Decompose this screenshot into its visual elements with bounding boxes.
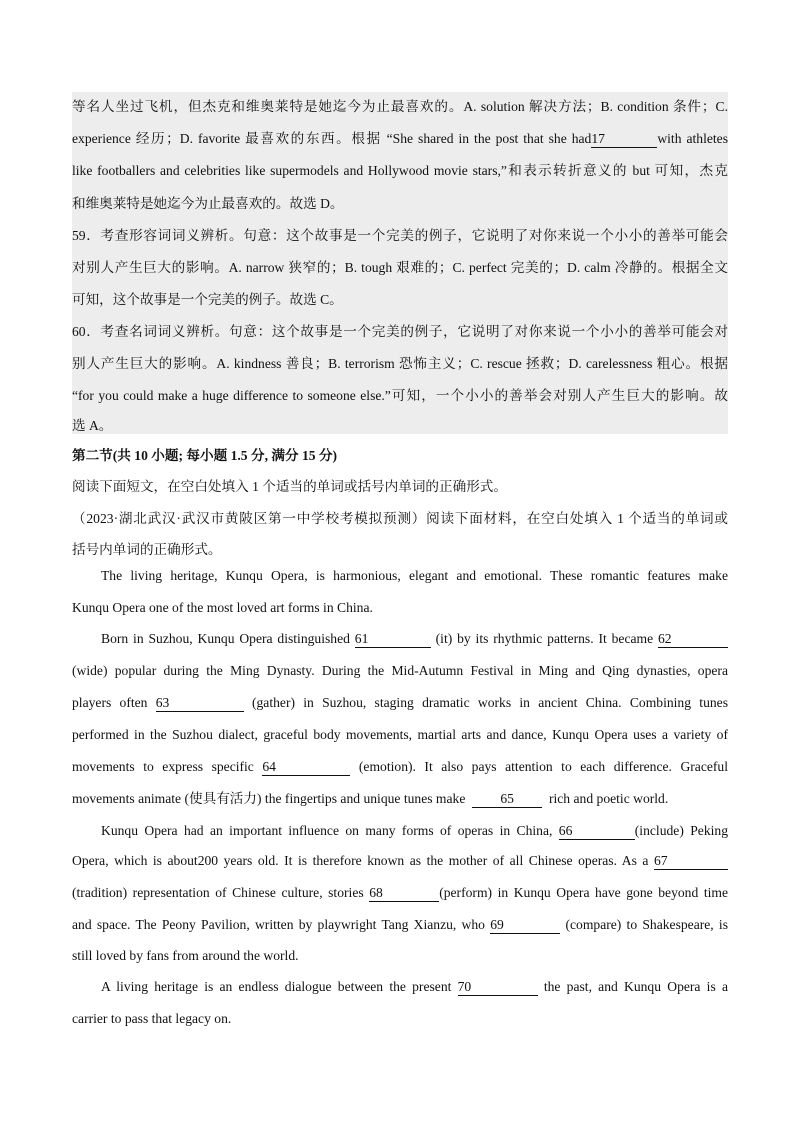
passage-line: still loved by fans from around the world. [72, 948, 299, 963]
blank-65: 65 [472, 791, 542, 808]
passage-line: A living heritage is an endless dialogue between the present 70 the past, and Kunqu Opera is a [101, 979, 728, 994]
passage-line: carrier to pass that legacy on. [72, 1011, 232, 1026]
explanation-line: experience 经历；D. favorite 最喜欢的东西。根据 “She shared in the post that she had17 with athletes [72, 131, 728, 146]
explanation-line: 等名人坐过飞机，但杰克和维奥莱特是她迄今为止最喜欢的。A. solution 解决方法；B. condition 条件；C. [72, 99, 728, 114]
explanation-line: 可知，这个故事是一个完美的例子。故选 C。 [72, 292, 343, 307]
explanation-line: 和维奥莱特是她迄今为止最喜欢的。故选 D。 [72, 196, 344, 211]
blank-64: 64 [262, 759, 350, 776]
section-heading: 第二节(共 10 小题; 每小题 1.5 分, 满分 15 分) [72, 448, 338, 463]
blank-66: 66 [559, 823, 635, 840]
blank-62: 62 [658, 631, 728, 648]
passage-line: (tradition) representation of Chinese culture, stories 68 (perform) in Kunqu Opera have gone beyond time [72, 885, 728, 900]
blank-61: 61 [355, 631, 431, 648]
blank-68: 68 [369, 885, 439, 902]
passage-line: players often 63 (gather) in Suzhou, staging dramatic works in ancient China. Combining tunes [72, 695, 728, 710]
blank-69: 69 [490, 917, 560, 934]
explanation-line: 选 A。 [72, 418, 113, 433]
blank-63: 63 [156, 695, 244, 712]
passage-line: Kunqu Opera one of the most loved art forms in China. [72, 600, 373, 615]
passage-line: The living heritage, Kunqu Opera, is harmonious, elegant and emotional. These romantic features make [101, 568, 728, 583]
passage-line: performed in the Suzhou dialect, graceful body movements, martial arts and dance, Kunqu Opera uses a variety of [72, 727, 728, 742]
passage-line: (wide) popular during the Ming Dynasty. During the Mid-Autumn Festival in Ming and Qing dynasties, opera [72, 663, 728, 678]
blank-67: 67 [654, 853, 728, 870]
passage-line: movements animate (使具有活力) the fingertips and unique tunes make 65 rich and poetic world. [72, 791, 669, 806]
explanation-line: 60．考查名词词义辨析。句意：这个故事是一个完美的例子，它说明了对你来说一个小小的善举可能会对 [72, 324, 728, 339]
passage-line: Opera, which is about200 years old. It is therefore known as the mother of all Chinese operas. As a 67 [72, 851, 728, 871]
explanation-line: 别人产生巨大的影响。A. kindness 善良；B. terrorism 恐怖主义；C. rescue 拯救；D. carelessness 粗心。根据 [72, 356, 728, 371]
passage-source: （2023·湖北武汉·武汉市黄陂区第一中学校考模拟预测）阅读下面材料，在空白处填入 1 个适当的单词或 [72, 511, 728, 526]
explanation-line: like footballers and celebrities like supermodels and Hollywood movie stars,”和表示转折意义的 but 可知，杰克 [72, 163, 728, 178]
passage-source: 括号内单词的正确形式。 [72, 542, 222, 557]
explanation-line: 对别人产生巨大的影响。A. narrow 狭窄的；B. tough 艰难的；C. perfect 完美的；D. calm 冷静的。根据全文 [72, 260, 728, 275]
passage-line: Kunqu Opera had an important influence on many forms of operas in China, 66 (include) Peking [101, 823, 728, 838]
passage-line: Born in Suzhou, Kunqu Opera distinguished 61 (it) by its rhythmic patterns. It became 62 [101, 629, 728, 649]
explanation-line: “for you could make a huge difference to someone else.”可知，一个小小的善举会对别人产生巨大的影响。故 [72, 388, 728, 403]
blank-17: 17 [591, 131, 657, 148]
passage-line: and space. The Peony Pavilion, written by playwright Tang Xianzu, who 69 (compare) to Shakespeare, is [72, 917, 729, 932]
passage-line: movements to express specific 64 (emotion). It also pays attention to each difference. Graceful [72, 759, 728, 774]
blank-70: 70 [458, 979, 538, 996]
explanation-line: 59．考查形容词词义辨析。句意：这个故事是一个完美的例子，它说明了对你来说一个小小的善举可能会 [72, 228, 728, 243]
section-instruction: 阅读下面短文，在空白处填入 1 个适当的单词或括号内单词的正确形式。 [72, 479, 507, 494]
